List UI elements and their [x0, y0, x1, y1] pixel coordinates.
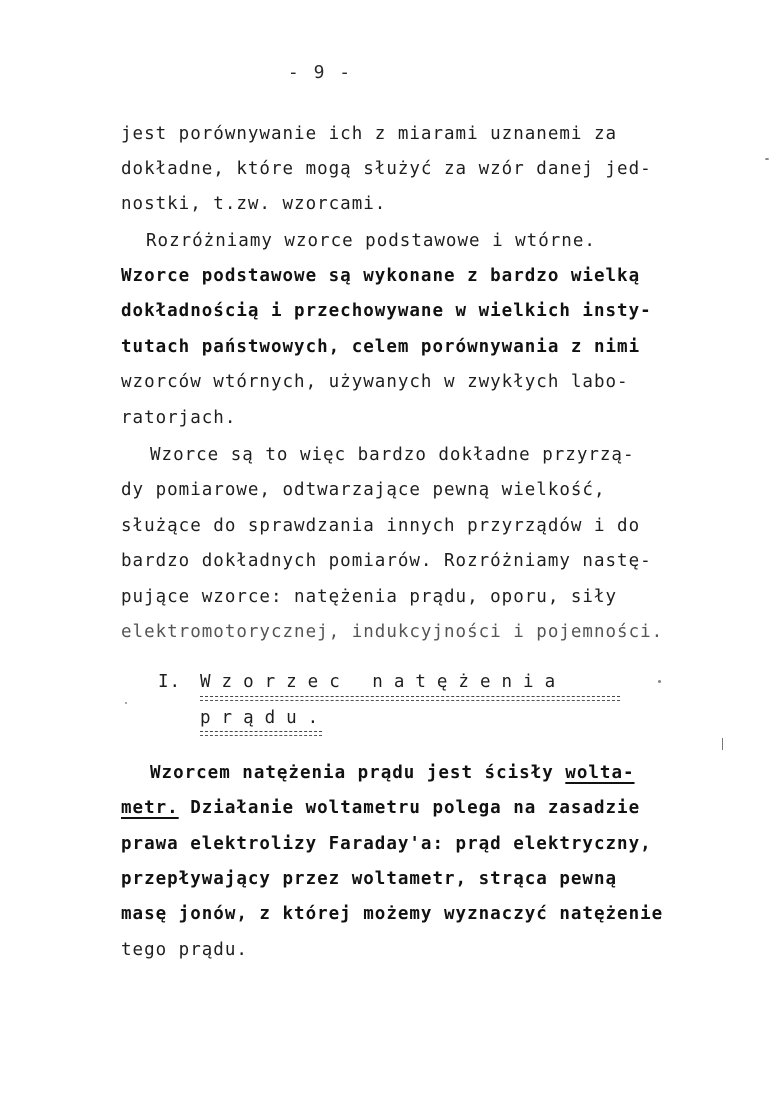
text-line-11: dy pomiarowe, odtwarzające pewną wielkość, — [121, 480, 606, 500]
text-line-18: prawa elektrolizy Faraday'a: prąd elektryczny, — [121, 834, 652, 854]
text-line-20: masę jonów, z której możemy wyznaczyć natężenie — [121, 904, 664, 924]
heading-underline — [200, 731, 322, 732]
text-line-21: tego prądu. — [121, 940, 248, 960]
text-line-10: Wzorce są to więc bardzo dokładne przyrzą- — [150, 445, 635, 465]
scan-speck — [765, 158, 769, 160]
text-line-3: nostki, t.zw. wzorcami. — [121, 194, 387, 214]
text-line-8: wzorców wtórnych, używanych w zwykłych labo- — [121, 372, 629, 392]
underlined-term: wolta- — [565, 763, 635, 783]
text-line-7: tutach państwowych, celem porównywania z nimi — [121, 337, 641, 357]
heading-underline — [200, 696, 620, 697]
text-line-14: pujące wzorce: natężenia prądu, oporu, siły — [121, 587, 618, 607]
section-heading-line2: prądu. — [200, 708, 330, 728]
text-line-6: dokładnością i przechowywane w wielkich insty- — [121, 301, 652, 321]
heading-underline — [200, 700, 620, 701]
scan-speck — [658, 680, 661, 683]
text-line-12: służące do sprawdzania innych przyrządów i do — [121, 516, 641, 536]
text-line-5: Wzorce podstawowe są wykonane z bardzo wielką — [121, 266, 641, 286]
text-line-13: bardzo dokładnych pomiarów. Rozróżniamy nastę- — [121, 551, 652, 571]
page-number: - 9 - — [287, 62, 353, 83]
section-heading-line1: Wzorzec natężenia — [200, 672, 567, 692]
section-number: I. — [158, 672, 182, 692]
text-line-15: elektromotorycznej, indukcyjności i pojemności. — [121, 622, 664, 642]
text-line-9: ratorjach. — [121, 408, 237, 428]
scan-mark — [722, 738, 723, 750]
text-segment: Działanie woltametru polega na zasadzie — [178, 798, 641, 818]
text-segment: Wzorcem natężenia prądu jest ścisły — [150, 763, 566, 783]
text-line-2: dokładne, które mogą służyć za wzór danej jed- — [121, 159, 652, 179]
text-line-16 — [150, 765, 635, 783]
heading-underline — [200, 735, 322, 736]
text-line-19: przepływający przez woltametr, strąca pewną — [121, 869, 618, 889]
underlined-term: metr. — [121, 798, 179, 818]
text-line-1: jest porównywanie ich z miarami uznanemi za — [121, 124, 618, 144]
scan-speck — [125, 702, 127, 704]
text-line-17 — [121, 800, 640, 818]
text-line-4: Rozróżniamy wzorce podstawowe i wtórne. — [146, 231, 596, 251]
